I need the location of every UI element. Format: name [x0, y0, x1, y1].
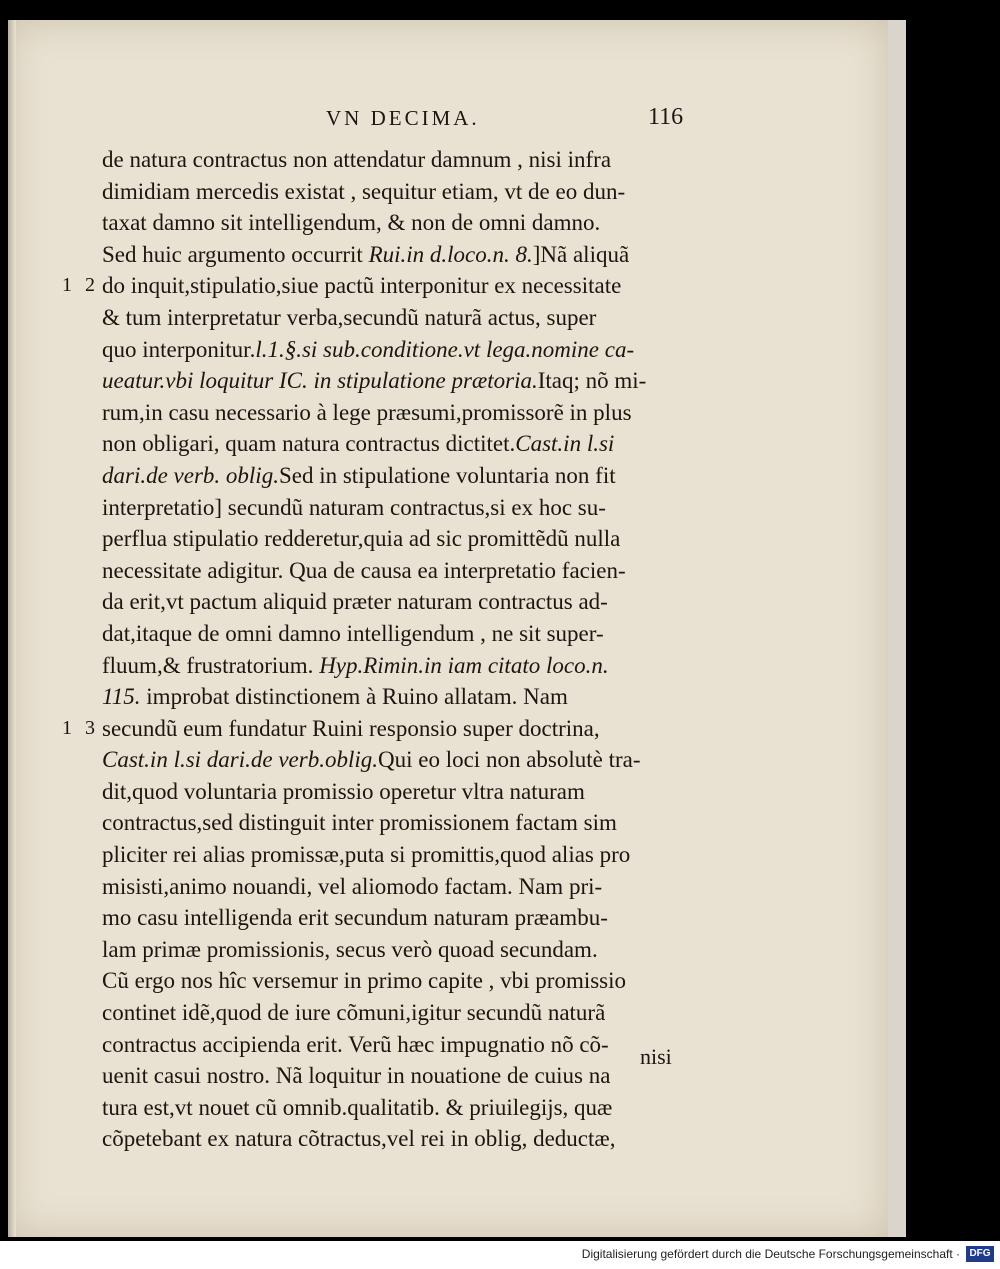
- text-line: [102, 397, 702, 429]
- text-line: [102, 239, 702, 271]
- citation-italic: Hyp.Rimin.in iam citato loco.n.: [319, 652, 609, 678]
- text-line: [102, 965, 702, 997]
- dfg-logo: DFG: [966, 1246, 994, 1262]
- document-page: [8, 20, 888, 1237]
- text-line: [102, 1060, 702, 1092]
- running-head: [8, 106, 888, 136]
- line-text: contractus accipienda erit. Verũ hæc impugnatio nõ cõ-: [102, 1031, 609, 1057]
- text-line: [102, 207, 702, 239]
- text-line: [102, 365, 702, 397]
- line-text: da erit,vt pactum aliquid præter naturam contractus ad-: [102, 589, 608, 615]
- line-text: quo interponitur.: [102, 336, 256, 362]
- text-line: [62, 713, 702, 745]
- citation-italic: dari.de verb. oblig.: [102, 462, 279, 488]
- text-line: [102, 776, 702, 808]
- text-line: [102, 839, 702, 871]
- line-text: rum,in casu necessario à lege præsumi,promissorẽ in plus: [102, 399, 632, 425]
- line-text: secundũ eum fundatur Ruini responsio super doctrina,: [102, 715, 600, 741]
- line-text-continued: improbat distinctionem à Ruino allatam. Nam: [140, 684, 568, 710]
- page-number: 116: [648, 104, 684, 130]
- text-line: [102, 1123, 702, 1155]
- page-gutter-strip: [888, 20, 906, 1237]
- text-line: [102, 428, 702, 460]
- text-line: [102, 744, 702, 776]
- text-line: [102, 934, 702, 966]
- line-text: cõpetebant ex natura cõtractus,vel rei in oblig, deductæ,: [102, 1126, 616, 1152]
- line-text: perflua stipulatio redderetur,quia ad sic promittẽdũ nulla: [102, 526, 621, 552]
- citation-italic: Rui.in d.loco.n. 8.: [368, 241, 533, 267]
- line-text: necessitate adigitur. Qua de causa ea interpretatio facien-: [102, 557, 626, 583]
- line-text-continued: Sed in stipulatione voluntaria non fit: [278, 462, 616, 488]
- line-text: pliciter rei alias promissæ,puta si promittis,quod alias pro: [102, 842, 631, 868]
- line-text-continued: ]Nã aliquã: [532, 241, 630, 267]
- text-line: [102, 871, 702, 903]
- text-line: [102, 334, 702, 366]
- line-text: & tum interpretatur verba,secundũ naturã actus, super: [102, 304, 597, 330]
- citation-italic: Cast.in l.si: [515, 431, 615, 457]
- text-line: [102, 618, 702, 650]
- page-left-edge: [8, 20, 16, 1237]
- text-line: [62, 270, 702, 302]
- line-text: taxat damno sit intelligendum, & non de omni damno.: [102, 210, 601, 236]
- line-text: mo casu intelligenda erit secundum naturam præambu-: [102, 905, 608, 931]
- line-text: fluum,& frustratorium.: [102, 652, 320, 678]
- citation-italic: l.1.§.si sub.conditione.vt lega.nomine ca-: [255, 336, 635, 362]
- text-line: [102, 586, 702, 618]
- body-text: [62, 144, 702, 1155]
- funding-credit: Digitalisierung gefördert durch die Deutsche Forschungsgemeinschaft ·: [581, 1247, 960, 1261]
- line-text: dit,quod voluntaria promissio operetur vltra naturam: [102, 778, 585, 804]
- text-line: [102, 144, 702, 176]
- footer-bar: [0, 1241, 1000, 1269]
- line-text: misisti,animo nouandi, vel aliomodo factam. Nam pri-: [102, 873, 603, 899]
- text-line: [102, 997, 702, 1029]
- line-text-continued: Qui eo loci non absolutè tra-: [378, 747, 641, 773]
- line-text: lam primæ promissionis, secus verò quoad secundam.: [102, 936, 598, 962]
- text-line: [102, 302, 702, 334]
- text-line: [102, 523, 702, 555]
- line-text-continued: Itaq; nõ mi-: [537, 368, 647, 394]
- citation-italic: 115.: [102, 684, 141, 710]
- running-title: VN DECIMA.: [326, 106, 480, 130]
- text-line: [102, 176, 702, 208]
- text-line: [102, 492, 702, 524]
- line-text: dat,itaque de omni damno intelligendum , ne sit super-: [102, 620, 604, 646]
- line-text: Sed huic argumento occurrit: [102, 241, 369, 267]
- line-text: de natura contractus non attendatur damnum , nisi infra: [102, 147, 612, 172]
- citation-italic: ueatur.vbi loquitur IC. in stipulatione prætoria.: [102, 368, 538, 394]
- line-text: uenit casui nostro. Nã loquitur in nouatione de cuius na: [102, 1063, 611, 1089]
- line-text: interpretatio] secundũ naturam contractus,si ex hoc su-: [102, 494, 606, 520]
- text-line: [102, 807, 702, 839]
- line-text: tura est,vt nouet cũ omnib.qualitatib. & priuilegijs, quæ: [102, 1094, 613, 1120]
- text-line: [102, 902, 702, 934]
- text-line: [102, 1092, 702, 1124]
- text-line: [102, 681, 702, 713]
- citation-italic: Cast.in l.si dari.de verb.oblig.: [102, 747, 378, 773]
- line-text: contractus,sed distinguit inter promissionem factam sim: [102, 810, 617, 836]
- text-line: [102, 460, 702, 492]
- catchword: nisi: [640, 1044, 672, 1069]
- line-text: Cũ ergo nos hîc versemur in primo capite , vbi promissio: [102, 968, 627, 994]
- line-text: dimidiam mercedis existat , sequitur etiam, vt de eo dun-: [102, 178, 626, 204]
- text-line: [102, 650, 702, 682]
- margin-number: 1 2: [62, 274, 99, 297]
- text-line: [102, 555, 702, 587]
- margin-number: 1 3: [62, 716, 99, 739]
- text-line: [102, 1029, 702, 1061]
- line-text: non obligari, quam natura contractus dictitet.: [102, 431, 516, 457]
- line-text: do inquit,stipulatio,siue pactũ interponitur ex necessitate: [102, 273, 622, 299]
- line-text: continet idẽ,quod de iure cõmuni,igitur secundũ naturã: [102, 1000, 606, 1026]
